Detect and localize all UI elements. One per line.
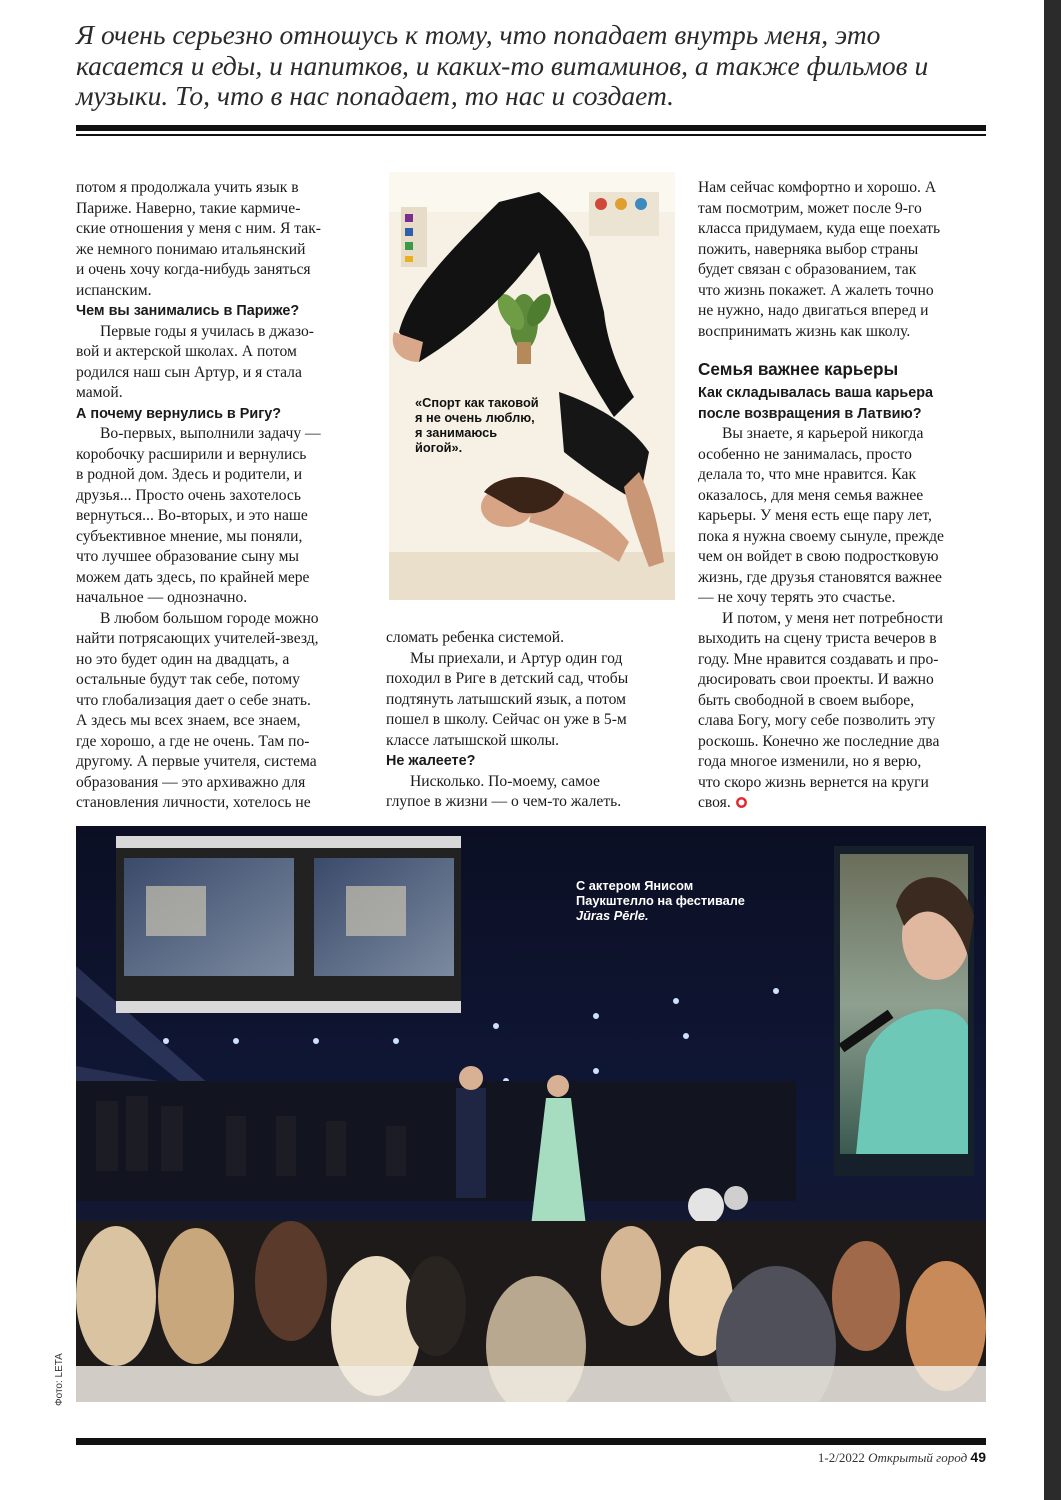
text-line: где хорошо, а где не очень. Там по- [76,732,310,750]
text-line: мамой. [76,384,123,401]
yoga-pose-illustration [389,172,675,600]
text-line: друзья... Просто очень захотелось [76,486,301,504]
text-line: карьеры. У меня есть еще пару лет, [698,507,932,524]
text-line: что скоро жизнь вернется на круги [698,773,929,791]
text-line: родился наш сын Артур, и я стала [76,363,302,381]
text-line: Вы знаете, я карьерой никогда [722,425,924,442]
paragraph [386,772,676,813]
text-line: можем дать здесь, по крайней мере [76,568,310,586]
text-line: роскошь. Конечно же последние два [698,732,940,750]
pull-quote-line: музыки. То, что в нас попадает, то нас и создает. [76,80,675,111]
text-line: пожить, наверняка выбор страны [698,240,919,258]
text-line: образования — это архиважно для [76,773,306,791]
concert-stage-illustration [76,826,986,1402]
article-column-3 [698,178,988,814]
text-line: И потом, у меня нет потребности [722,609,943,627]
text-line: в родной дом. Здесь и родители, и [76,466,303,483]
page-number: 49 [970,1449,986,1465]
caption-line: я занимаюсь [415,425,498,440]
text-line: становления личности, хотелось не [76,794,311,811]
text-line: выходить на сцену триста вечеров в [698,630,937,647]
text-line: субъективное мнение, мы поняли, [76,527,303,545]
paragraph [76,322,366,404]
text-line: Мы приехали, и Артур один год [410,649,623,667]
text-line: — не хочу терять это счастье. [698,589,896,606]
caption-line [576,908,745,923]
interview-question: после возвращения в Латвию? [698,405,922,422]
text-line: испанским. [76,281,152,299]
issue-number: 1-2/2022 [817,1450,865,1465]
spacer [698,342,988,354]
text-line: классе латышской школы. [386,731,560,749]
page-edge-bar [1044,0,1061,1500]
text-line: дюсировать свои проекты. И важно [698,671,934,688]
caption-line: С актером Янисом [576,878,694,893]
text-line: сломать ребенка системой. [386,629,565,646]
pull-quote-line: касается и еды, и напитков, и каких-то витаминов, а также фильмов и [76,49,929,81]
text-line: но это будет один на двадцать, а [76,650,290,668]
text-line: быть свободной в своем выборе, [698,691,915,709]
text-line: же немного понимаю итальянский [76,240,306,258]
text-line: начальное — однозначно. [76,589,248,606]
text-line-final: своя. [698,794,731,811]
concert-photo-caption [576,878,745,923]
caption-line: я не очень люблю, [415,410,535,425]
text-line: класса придумаем, куда еще поехать [698,220,941,237]
text-line: оказалось, для меня семья важнее [698,486,924,504]
text-line: там посмотрим, может после 9-го [698,199,922,217]
photo-credit: Фото: LETA [54,1353,65,1406]
paragraph [698,178,988,342]
footer-rule [76,1438,986,1445]
paragraph [76,178,366,301]
text-line: ские отношения у меня с ним. Я так- [76,220,321,237]
interview-question: Как складывалась ваша карьера [698,385,934,401]
text-line: будет связан с образованием, так [698,261,917,278]
text-line: пошел в школу. Сейчас он уже в 5-м [386,711,627,728]
interview-question: А почему вернулись в Ригу? [76,405,282,422]
text-line: Первые годы я училась в джазо- [100,322,314,340]
text-line: года многое изменили, но я верю, [698,753,922,770]
text-line: воспринимать жизнь как школу. [698,322,911,340]
festival-name: Jūras Pērle. [576,908,649,923]
paragraph [698,609,988,814]
text-line: особенно не занималась, просто [698,445,912,463]
paragraph [386,649,676,752]
concert-photo [76,826,986,1402]
text-line: остальные будут так себе, потому [76,671,300,688]
text-line: В любом большом городе можно [100,609,319,627]
text-line: А здесь мы всех знаем, все знаем, [76,712,301,729]
magazine-name: Открытый город [868,1450,968,1465]
text-line [698,793,988,814]
text-line: пока я нужна своему сынуле, прежде [698,527,944,545]
pull-quote-line: Я очень серьезно отношусь к тому, что попадает внутрь меня, это [76,19,881,50]
article-column-2 [386,628,676,813]
text-line: найти потрясающих учителей-звезд, [76,630,319,647]
text-line: слава Богу, могу себе позволить эту [698,712,936,729]
text-line: не нужно, надо двигаться вперед и [698,302,929,319]
paragraph [76,424,366,609]
text-line: Нам сейчас комфортно и хорошо. А [698,179,937,196]
section-subheading: Семья важнее карьеры [698,359,899,379]
text-line: Париже. Наверно, такие кармиче- [76,199,301,217]
paragraph [76,609,366,814]
text-line: что лучшее образование сыну мы [76,548,300,565]
pull-quote [76,20,986,112]
caption-line: йогой». [415,440,463,455]
text-line: коробочку расширили и вернулись [76,445,307,463]
pull-quote-rule-thick [76,125,986,131]
text-line: Во-первых, выполнили задачу — [100,425,321,442]
yoga-photo [389,172,675,600]
text-line: другому. А первые учителя, система [76,753,317,770]
paragraph [698,424,988,609]
text-line: делала то, что мне нравится. Как [698,466,917,483]
text-line: Нисколько. По-моему, самое [410,772,600,790]
text-line: жизнь, где друзья становятся важнее [698,568,942,586]
text-line: и очень хочу когда-нибудь заняться [76,261,311,278]
text-line: что жизнь покажет. А жалеть точно [698,281,934,299]
yoga-photo-caption [415,395,595,455]
text-line: походил в Риге в детский сад, чтобы [386,670,629,687]
text-line: что глобализация дает о себе знать. [76,691,311,709]
interview-question: Не жалеете? [386,753,476,769]
paragraph [386,628,676,649]
text-line: глупое в жизни — о чем-то жалеть. [386,793,622,810]
text-line: чем он войдет в свою подростковую [698,548,939,565]
caption-line: «Спорт как таковой [415,395,539,410]
article-end-mark-icon [736,797,747,808]
text-line: вой и актерской школах. А потом [76,343,297,360]
page-footer [600,1449,986,1466]
text-line: вернуться... Во-вторых, и это наше [76,507,308,524]
text-line: подтянуть латышский язык, а потом [386,690,626,708]
text-line: потом я продолжала учить язык в [76,179,299,196]
article-column-1 [76,178,366,814]
caption-line: Паукштелло на фестивале [576,893,745,908]
text-line: году. Мне нравится создавать и про- [698,650,939,668]
interview-question: Чем вы занимались в Париже? [76,303,300,319]
pull-quote-rule-thin [76,134,986,136]
